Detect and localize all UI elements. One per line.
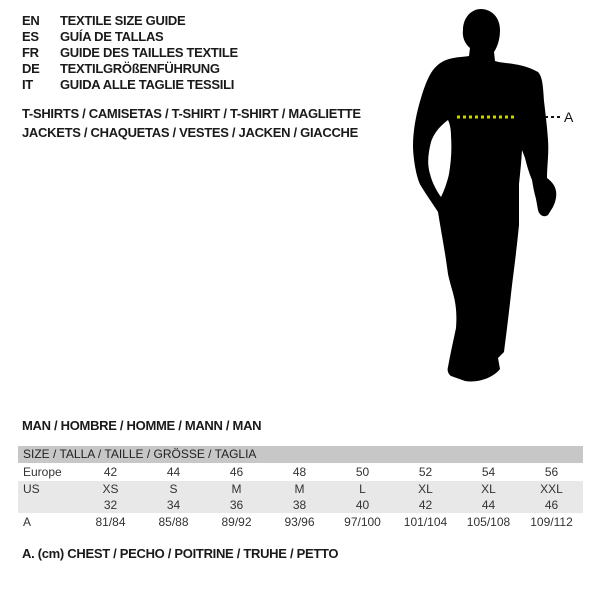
table-cell: L: [359, 482, 366, 496]
table-cell: 85/88: [158, 515, 189, 529]
measure-label-a: A: [564, 109, 574, 125]
language-item: [22, 12, 238, 28]
language-label: TEXTILGRÖßENFÜHRUNG: [60, 60, 220, 76]
language-code: DE: [22, 60, 40, 76]
table-cell: 105/108: [466, 515, 511, 529]
table-cell: 38: [292, 498, 307, 512]
table-cell: 40: [355, 498, 370, 512]
table-cell: 36: [229, 498, 244, 512]
table-cell: 81/84: [95, 515, 126, 529]
row-label: Europe: [23, 465, 62, 479]
table-cell: 93/96: [284, 515, 315, 529]
table-cell: 46: [229, 465, 244, 479]
table-cell: XL: [418, 482, 433, 496]
table-cell: 109/112: [530, 515, 573, 529]
table-cell: 52: [418, 465, 433, 479]
language-label: GUÍA DE TALLAS: [60, 28, 164, 44]
size-table-rows: [18, 463, 583, 531]
category-line-jackets: JACKETS / CHAQUETAS / VESTES / JACKEN / GIACCHE: [22, 125, 358, 140]
table-cell: XXL: [540, 482, 563, 496]
table-row: [18, 513, 583, 531]
section-heading-man: MAN / HOMBRE / HOMME / MANN / MAN: [22, 418, 262, 433]
table-cell: M: [294, 482, 305, 496]
category-lines: [22, 104, 361, 142]
table-cell: 89/92: [221, 515, 252, 529]
table-cell: 56: [544, 465, 559, 479]
language-code: EN: [22, 12, 40, 28]
table-row: [18, 481, 583, 497]
category-line-tshirts: T-SHIRTS / CAMISETAS / T-SHIRT / T-SHIRT / MAGLIETTE: [22, 106, 361, 121]
row-label: US: [23, 482, 40, 496]
table-cell: 34: [166, 498, 181, 512]
table-cell: 44: [166, 465, 181, 479]
table-row: [18, 463, 583, 481]
language-code: FR: [22, 44, 39, 60]
table-row: [18, 497, 583, 513]
table-cell: 42: [103, 465, 118, 479]
table-cell: 54: [481, 465, 496, 479]
table-cell: S: [169, 482, 178, 496]
table-cell: 44: [481, 498, 496, 512]
language-label: TEXTILE SIZE GUIDE: [60, 12, 186, 28]
table-cell: M: [231, 482, 242, 496]
table-cell: XL: [481, 482, 496, 496]
table-cell: 42: [418, 498, 433, 512]
size-table-header: SIZE / TALLA / TAILLE / GRÖSSE / TAGLIA: [18, 446, 583, 463]
table-cell: 48: [292, 465, 307, 479]
table-cell: 101/104: [403, 515, 448, 529]
table-cell: XS: [102, 482, 119, 496]
table-cell: 32: [103, 498, 118, 512]
language-item: [22, 76, 238, 92]
language-item: [22, 28, 238, 44]
size-table: [18, 446, 583, 531]
row-label: A: [23, 515, 32, 529]
man-silhouette: [413, 9, 556, 381]
man-silhouette-figure: [403, 6, 578, 396]
language-code: IT: [22, 76, 33, 92]
table-cell: 46: [544, 498, 559, 512]
measurement-footnote: A. (cm) CHEST / PECHO / POITRINE / TRUHE / PETTO: [22, 546, 339, 561]
language-code: ES: [22, 28, 39, 44]
language-item: [22, 60, 238, 76]
language-list: [22, 12, 238, 92]
language-label: GUIDE DES TAILLES TEXTILE: [60, 44, 238, 60]
language-label: GUIDA ALLE TAGLIE TESSILI: [60, 76, 235, 92]
table-cell: 97/100: [344, 515, 381, 529]
language-item: [22, 44, 238, 60]
table-cell: 50: [355, 465, 370, 479]
